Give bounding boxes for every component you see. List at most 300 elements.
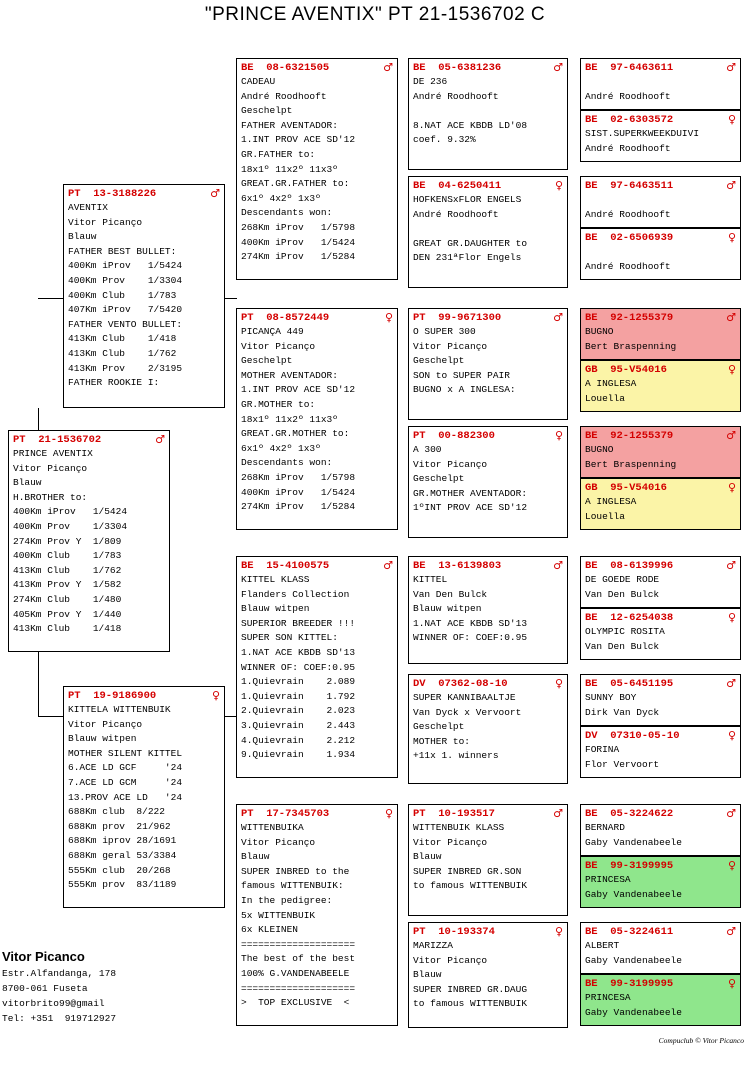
owner-address-line: 8700-061 Fuseta [2, 983, 88, 994]
bird-header [413, 677, 563, 691]
bird-card-granddam-paternal [236, 308, 398, 530]
bird-card-gen3 [408, 308, 568, 420]
bird-info-line: 5x WITTENBUIK [241, 909, 316, 921]
bird-info-line: Bert Braspenning [585, 458, 677, 470]
bird-card-dam [63, 686, 225, 908]
ring-number: BE 15-4100575 [241, 560, 330, 572]
bird-info-line: OLYMPIC ROSITA [585, 626, 665, 637]
bird-header [585, 481, 736, 495]
bird-info-line: BUGNO [585, 326, 614, 337]
male-symbol-icon: ♂ [726, 61, 736, 74]
bird-info-line: DE 236 [413, 76, 448, 87]
bird-card-gen3 [408, 556, 568, 664]
bird-header [585, 677, 736, 691]
ring-number: BE 02-6506939 [585, 232, 674, 244]
bird-info-line: GR.FATHER to: [241, 148, 316, 160]
bird-header [413, 807, 563, 821]
software-credit: Compuclub © Vitor Picanco [658, 1036, 744, 1045]
male-symbol-icon: ♂ [726, 429, 736, 442]
bird-info-line: FORINA [585, 744, 620, 755]
bird-info-line: 413Km Club 1/762 [13, 564, 122, 576]
male-symbol-icon: ♂ [726, 677, 736, 690]
bird-info-line: 274Km Club 1/480 [13, 593, 122, 605]
bird-info-line: 400Km iProv 1/5424 [13, 506, 128, 518]
bird-info-line: PICANÇA 449 [241, 326, 304, 337]
bird-card-grandsire-maternal [236, 556, 398, 778]
ring-number: BE 08-6321505 [241, 62, 330, 74]
female-symbol-icon: ♀ [727, 611, 736, 624]
ring-number: BE 99-3199995 [585, 978, 674, 990]
bird-header [585, 729, 736, 743]
bird-info-line: SUPER INBRED GR.DAUG [413, 983, 528, 995]
bird-header [585, 807, 736, 821]
bird-info-line: WITTENBUIKA [241, 822, 304, 833]
bird-info-line: 6x KLEINEN [241, 924, 299, 936]
bird-info-line: 413Km Club 1/418 [68, 333, 177, 345]
bird-info-line: Vitor Picanço [241, 340, 316, 352]
bird-header [13, 433, 165, 447]
bird-info-line: Blauw [241, 851, 270, 863]
ring-number: PT 10-193517 [413, 808, 495, 820]
male-symbol-icon: ♂ [726, 925, 736, 938]
bird-info-line: FATHER VENTO BULLET: [68, 318, 183, 330]
bird-info-line: 688Km prov 21/962 [68, 820, 171, 832]
bird-info-line: GREAT.GR.MOTHER to: [241, 428, 350, 440]
bird-header [585, 363, 736, 377]
bird-info-line: GREAT.GR.FATHER to: [241, 178, 350, 190]
bird-info-line: WINNER OF: COEF:0.95 [413, 632, 528, 644]
bird-card-gen3 [408, 674, 568, 784]
ring-number: BE 97-6463611 [585, 62, 674, 74]
bird-info-line: André Roodhooft [241, 90, 327, 102]
bird-card-gen3 [408, 804, 568, 916]
bird-info-line: MOTHER SILENT KITTEL [68, 747, 183, 759]
bird-info-line: 400Km Club 1/783 [13, 550, 122, 562]
bird-info-line: 274Km iProv 1/5284 [241, 251, 356, 263]
bird-card-gen4 [580, 856, 741, 908]
bird-info-line: CADEAU [241, 76, 276, 87]
bird-info-line: Gaby Vandenabeele [585, 836, 682, 848]
bird-info-line: Gaby Vandenabeele [585, 1006, 682, 1018]
owner-name: Vitor Picanco [2, 949, 85, 964]
bird-info-line: DEN 231ªFlor Engels [413, 252, 522, 264]
bird-header [68, 689, 220, 703]
bird-header [413, 179, 563, 193]
bird-info-line: ALBERT [585, 940, 620, 951]
bird-info-line: 274Km Prov Y 1/809 [13, 535, 122, 547]
bird-header [413, 61, 563, 75]
bird-info-line: SUPER KANNIBAALTJE [413, 692, 516, 703]
bird-info-line [413, 104, 563, 119]
bird-info-line: Vitor Picanço [13, 462, 88, 474]
male-symbol-icon: ♂ [553, 61, 563, 74]
ring-number: PT 00-882300 [413, 430, 495, 442]
bird-info-line: 400Km Prov 1/3304 [13, 520, 128, 532]
pedigree-title: "PRINCE AVENTIX" PT 21-1536702 C [204, 4, 546, 25]
male-symbol-icon: ♂ [383, 559, 393, 572]
bird-info-line: Geschelpt [241, 355, 293, 367]
bird-info-line: BERNARD [585, 822, 625, 833]
bird-info-line: Louella [585, 392, 625, 404]
male-symbol-icon: ♂ [210, 187, 220, 200]
bird-info-line: 413Km Prov Y 1/582 [13, 579, 122, 591]
bird-info-line: MOTHER to: [413, 735, 471, 747]
bird-header [585, 311, 736, 325]
owner-info [2, 948, 116, 1026]
bird-info-line: 405Km Prov Y 1/440 [13, 608, 122, 620]
bird-info-line: ==================== [241, 982, 356, 994]
bird-info-line: BUGNO [585, 444, 614, 455]
bird-info-line: 400Km iProv 1/5424 [241, 486, 356, 498]
bird-info-line: Blauw [68, 231, 97, 243]
bird-info-line: 555Km prov 83/1189 [68, 879, 177, 891]
bird-info-line: 3.Quievrain 2.443 [241, 719, 356, 731]
bird-info-line: Vitor Picanço [68, 718, 143, 730]
male-symbol-icon: ♂ [553, 311, 563, 324]
male-symbol-icon: ♂ [553, 807, 563, 820]
bird-card-gen3 [408, 426, 568, 538]
ring-number: BE 12-6254038 [585, 612, 674, 624]
bird-info-line: AVENTIX [68, 202, 108, 213]
connector [38, 298, 65, 299]
ring-number: PT 08-8572449 [241, 312, 330, 324]
bird-info-line: PRINCESA [585, 874, 631, 885]
bird-info-line: SUPER SON KITTEL: [241, 632, 338, 644]
ring-number: PT 99-9671300 [413, 312, 502, 324]
owner-address-line: Estr.Alfandanga, 178 [2, 968, 117, 979]
bird-info-line: MARIZZA [413, 940, 453, 951]
bird-info-line: André Roodhooft [585, 260, 671, 272]
bird-info-line: André Roodhooft [413, 90, 499, 102]
bird-info-line: Bert Braspenning [585, 340, 677, 352]
bird-info-line: WINNER OF: COEF:0.95 [241, 661, 356, 673]
female-symbol-icon: ♀ [727, 977, 736, 990]
ring-number: BE 08-6139996 [585, 560, 674, 572]
bird-info-line: 268Km iProv 1/5798 [241, 221, 356, 233]
female-symbol-icon: ♀ [727, 859, 736, 872]
bird-info-line: Flor Vervoort [585, 758, 660, 770]
ring-number: PT 13-3188226 [68, 188, 157, 200]
ring-number: BE 05-3224622 [585, 808, 674, 820]
bird-info-line: Blauw witpen [241, 603, 310, 615]
bird-info-line: Descendants won: [241, 457, 333, 469]
ring-number: BE 04-6250411 [413, 180, 502, 192]
bird-info-line: Dirk Van Dyck [585, 706, 660, 718]
bird-info-line: Vitor Picanço [413, 954, 488, 966]
bird-info-line: A INGLESA [585, 378, 637, 389]
bird-card-grandsire-paternal [236, 58, 398, 280]
bird-card-gen4 [580, 608, 741, 660]
bird-info-line: André Roodhooft [585, 208, 671, 220]
male-symbol-icon: ♂ [553, 559, 563, 572]
male-symbol-icon: ♂ [726, 179, 736, 192]
bird-info-line: 688Km club 8/222 [68, 806, 165, 818]
bird-info-line: 18x1º 11x2º 11x3º [241, 163, 338, 175]
bird-card-gen4 [580, 228, 741, 280]
bird-header [585, 559, 736, 573]
female-symbol-icon: ♀ [384, 311, 393, 324]
bird-card-gen4 [580, 176, 741, 228]
owner-email: vitorbrito99@gmail [2, 998, 105, 1009]
bird-info-line: 413Km Club 1/418 [13, 623, 122, 635]
ring-number: BE 13-6139803 [413, 560, 502, 572]
bird-info-line: SIST.SUPERKWEEKDUIVI [585, 128, 700, 139]
female-symbol-icon: ♀ [727, 729, 736, 742]
bird-info-line: 6x1º 4x2º 1x3º [241, 192, 321, 204]
bird-header [241, 311, 393, 325]
connector [38, 408, 39, 432]
bird-info-line: SUPER INBRED to the [241, 865, 350, 877]
bird-info-line: 13.PROV ACE LD '24 [68, 791, 183, 803]
bird-info-line: 1.NAT ACE KBDB SD'13 [413, 617, 528, 629]
ring-number: GB 95-V54016 [585, 482, 667, 494]
bird-info-line: ==================== [241, 938, 356, 950]
ring-number: BE 99-3199995 [585, 860, 674, 872]
bird-header [413, 429, 563, 443]
ring-number: BE 05-3224611 [585, 926, 674, 938]
bird-card-gen4 [580, 58, 741, 110]
bird-info-line: MOTHER AVENTADOR: [241, 369, 338, 381]
bird-info-line: Vitor Picanço [413, 458, 488, 470]
bird-info-line [585, 245, 736, 260]
bird-info-line: KITTEL [413, 574, 448, 585]
bird-info-line: 1.Quievrain 1.792 [241, 690, 356, 702]
bird-info-line: Flanders Collection [241, 588, 350, 600]
female-symbol-icon: ♀ [211, 689, 220, 702]
bird-card-gen4 [580, 726, 741, 778]
bird-info-line: to famous WITTENBUIK [413, 880, 528, 892]
bird-info-line: Van Dyck x Vervoort [413, 706, 522, 718]
bird-info-line: BUGNO x A INGLESA: [413, 384, 516, 396]
bird-info-line: 274Km iProv 1/5284 [241, 501, 356, 513]
bird-card-gen4 [580, 360, 741, 412]
bird-header [241, 61, 393, 75]
bird-info-line: Van Den Bulck [413, 588, 488, 600]
bird-card-subject [8, 430, 170, 652]
bird-info-line: SON to SUPER PAIR [413, 369, 510, 381]
bird-info-line: 100% G.VANDENABEELE [241, 967, 350, 979]
ring-number: DV 07362-08-10 [413, 678, 508, 690]
owner-phone: Tel: +351 919712927 [2, 1013, 117, 1024]
bird-info-line: SUNNY BOY [585, 692, 637, 703]
bird-info-line: FATHER BEST BULLET: [68, 245, 177, 257]
ring-number: PT 10-193374 [413, 926, 495, 938]
male-symbol-icon: ♂ [726, 807, 736, 820]
female-symbol-icon: ♀ [727, 363, 736, 376]
female-symbol-icon: ♀ [384, 807, 393, 820]
bird-card-gen3 [408, 176, 568, 288]
ring-number: BE 02-6303572 [585, 114, 674, 126]
bird-header [585, 61, 736, 75]
ring-number: BE 97-6463511 [585, 180, 674, 192]
bird-info-line: André Roodhooft [585, 90, 671, 102]
bird-info-line: 400Km Prov 1/3304 [68, 274, 183, 286]
bird-info-line: 1.NAT ACE KBDB SD'13 [241, 646, 356, 658]
bird-info-line: 555Km club 20/268 [68, 864, 171, 876]
bird-header [241, 807, 393, 821]
bird-header [413, 559, 563, 573]
bird-info-line: 413Km Prov 2/3195 [68, 362, 183, 374]
bird-header [585, 611, 736, 625]
connector [38, 652, 39, 717]
bird-info-line: 1.INT PROV ACE SD'12 [241, 384, 356, 396]
bird-info-line: 6.ACE LD GCF '24 [68, 762, 183, 774]
bird-info-line: 413Km Club 1/762 [68, 347, 177, 359]
ring-number: PT 17-7345703 [241, 808, 330, 820]
ring-number: BE 05-6381236 [413, 62, 502, 74]
bird-info-line: H.BROTHER to: [13, 491, 88, 503]
bird-info-line: 400Km iProv 1/5424 [241, 236, 356, 248]
bird-card-gen4 [580, 308, 741, 360]
bird-header [585, 859, 736, 873]
bird-header [585, 231, 736, 245]
bird-header [413, 925, 563, 939]
bird-info-line: Blauw witpen [413, 603, 482, 615]
bird-header [585, 977, 736, 991]
bird-info-line: 8.NAT ACE KBDB LD'08 [413, 119, 528, 131]
ring-number: BE 92-1255379 [585, 430, 674, 442]
bird-info-line: 688Km geral 53/3384 [68, 849, 177, 861]
bird-info-line: Vitor Picanço [413, 340, 488, 352]
bird-info-line: PRINCE AVENTIX [13, 448, 93, 459]
male-symbol-icon: ♂ [155, 433, 165, 446]
bird-info-line: André Roodhooft [413, 208, 499, 220]
bird-info-line: KITTELA WITTENBUIK [68, 704, 171, 715]
bird-info-line: 7.ACE LD GCM '24 [68, 776, 183, 788]
bird-info-line: 400Km iProv 1/5424 [68, 260, 183, 272]
bird-info-line: Vitor Picanço [413, 836, 488, 848]
bird-info-line [585, 193, 736, 208]
bird-card-gen4 [580, 674, 741, 726]
bird-info-line: In the pedigree: [241, 894, 333, 906]
bird-info-line: famous WITTENBUIK: [241, 880, 344, 892]
female-symbol-icon: ♀ [554, 677, 563, 690]
connector [38, 716, 65, 717]
bird-card-granddam-maternal [236, 804, 398, 1026]
bird-info-line: 9.Quievrain 1.934 [241, 749, 356, 761]
bird-header [585, 113, 736, 127]
female-symbol-icon: ♀ [727, 113, 736, 126]
bird-info-line: A 300 [413, 444, 442, 455]
female-symbol-icon: ♀ [554, 179, 563, 192]
bird-info-line: 1.INT PROV ACE SD'12 [241, 134, 356, 146]
bird-card-gen4 [580, 556, 741, 608]
bird-info-line: HOFKENSxFLOR ENGELS [413, 194, 522, 205]
bird-info-line: 407Km iProv 7/5420 [68, 304, 183, 316]
bird-info-line: 400Km Club 1/783 [68, 289, 177, 301]
bird-info-line: 2.Quievrain 2.023 [241, 705, 356, 717]
ring-number: GB 95-V54016 [585, 364, 667, 376]
male-symbol-icon: ♂ [383, 61, 393, 74]
bird-info-line: 1ºINT PROV ACE SD'12 [413, 502, 528, 514]
bird-info-line: 18x1º 11x2º 11x3º [241, 413, 338, 425]
bird-info-line: SUPER INBRED GR.SON [413, 865, 522, 877]
bird-info-line: DE GOEDE RODE [585, 574, 660, 585]
bird-info-line: +11x 1. winners [413, 750, 499, 762]
ring-number: BE 92-1255379 [585, 312, 674, 324]
bird-info-line: Blauw [413, 851, 442, 863]
female-symbol-icon: ♀ [554, 925, 563, 938]
bird-card-gen4 [580, 922, 741, 974]
female-symbol-icon: ♀ [554, 429, 563, 442]
bird-info-line: O SUPER 300 [413, 326, 476, 337]
bird-header [585, 179, 736, 193]
bird-info-line: FATHER ROOKIE I: [68, 377, 160, 389]
bird-card-sire [63, 184, 225, 408]
bird-info-line: Blauw witpen [68, 733, 137, 745]
ring-number: PT 19-9186900 [68, 690, 157, 702]
bird-info-line: Vitor Picanço [241, 836, 316, 848]
bird-header [585, 429, 736, 443]
female-symbol-icon: ♀ [727, 481, 736, 494]
bird-info-line: Van Den Bulck [585, 640, 660, 652]
bird-info-line: GREAT GR.DAUGHTER to [413, 237, 528, 249]
bird-info-line: Blauw [13, 477, 42, 489]
bird-header [68, 187, 220, 201]
bird-info-line: The best of the best [241, 953, 356, 965]
bird-card-gen4 [580, 110, 741, 162]
male-symbol-icon: ♂ [726, 311, 736, 324]
bird-info-line: 4.Quievrain 2.212 [241, 734, 356, 746]
bird-info-line: to famous WITTENBUIK [413, 998, 528, 1010]
bird-info-line: André Roodhooft [585, 142, 671, 154]
ring-number: DV 07310-05-10 [585, 730, 680, 742]
bird-info-line: A INGLESA [585, 496, 637, 507]
bird-info-line [413, 222, 563, 237]
connector [224, 298, 237, 299]
bird-info-line: WITTENBUIK KLASS [413, 822, 505, 833]
bird-info-line: FATHER AVENTADOR: [241, 119, 338, 131]
bird-info-line: PRINCESA [585, 992, 631, 1003]
bird-info-line: Geschelpt [413, 473, 465, 485]
bird-info-line: 268Km iProv 1/5798 [241, 471, 356, 483]
bird-info-line: coef. 9.32% [413, 134, 476, 146]
bird-info-line: Geschelpt [413, 355, 465, 367]
bird-info-line: KITTEL KLASS [241, 574, 310, 585]
bird-info-line: > TOP EXCLUSIVE < [241, 997, 350, 1009]
bird-info-line: Louella [585, 510, 625, 522]
bird-info-line: Gaby Vandenabeele [585, 954, 682, 966]
bird-info-line: Blauw [413, 969, 442, 981]
bird-info-line: 1.Quievrain 2.089 [241, 676, 356, 688]
bird-card-gen3 [408, 922, 568, 1028]
bird-info-line: SUPERIOR BREEDER !!! [241, 617, 356, 629]
bird-info-line: 6x1º 4x2º 1x3º [241, 442, 321, 454]
bird-card-gen3 [408, 58, 568, 170]
bird-card-gen4 [580, 804, 741, 856]
bird-card-gen4 [580, 478, 741, 530]
bird-card-gen4 [580, 974, 741, 1026]
bird-info-line: Vitor Picanço [68, 216, 143, 228]
bird-header [241, 559, 393, 573]
bird-info-line: 688Km iprov 28/1691 [68, 835, 177, 847]
bird-header [585, 925, 736, 939]
bird-header [413, 311, 563, 325]
bird-info-line: Geschelpt [241, 105, 293, 117]
bird-info-line: GR.MOTHER to: [241, 398, 316, 410]
bird-info-line: Van Den Bulck [585, 588, 660, 600]
female-symbol-icon: ♀ [727, 231, 736, 244]
bird-info-line: Geschelpt [413, 721, 465, 733]
ring-number: PT 21-1536702 [13, 434, 102, 446]
bird-info-line: Descendants won: [241, 207, 333, 219]
bird-info-line: GR.MOTHER AVENTADOR: [413, 487, 528, 499]
bird-info-line [585, 75, 736, 90]
bird-card-gen4 [580, 426, 741, 478]
male-symbol-icon: ♂ [726, 559, 736, 572]
bird-info-line: Gaby Vandenabeele [585, 888, 682, 900]
ring-number: BE 05-6451195 [585, 678, 674, 690]
